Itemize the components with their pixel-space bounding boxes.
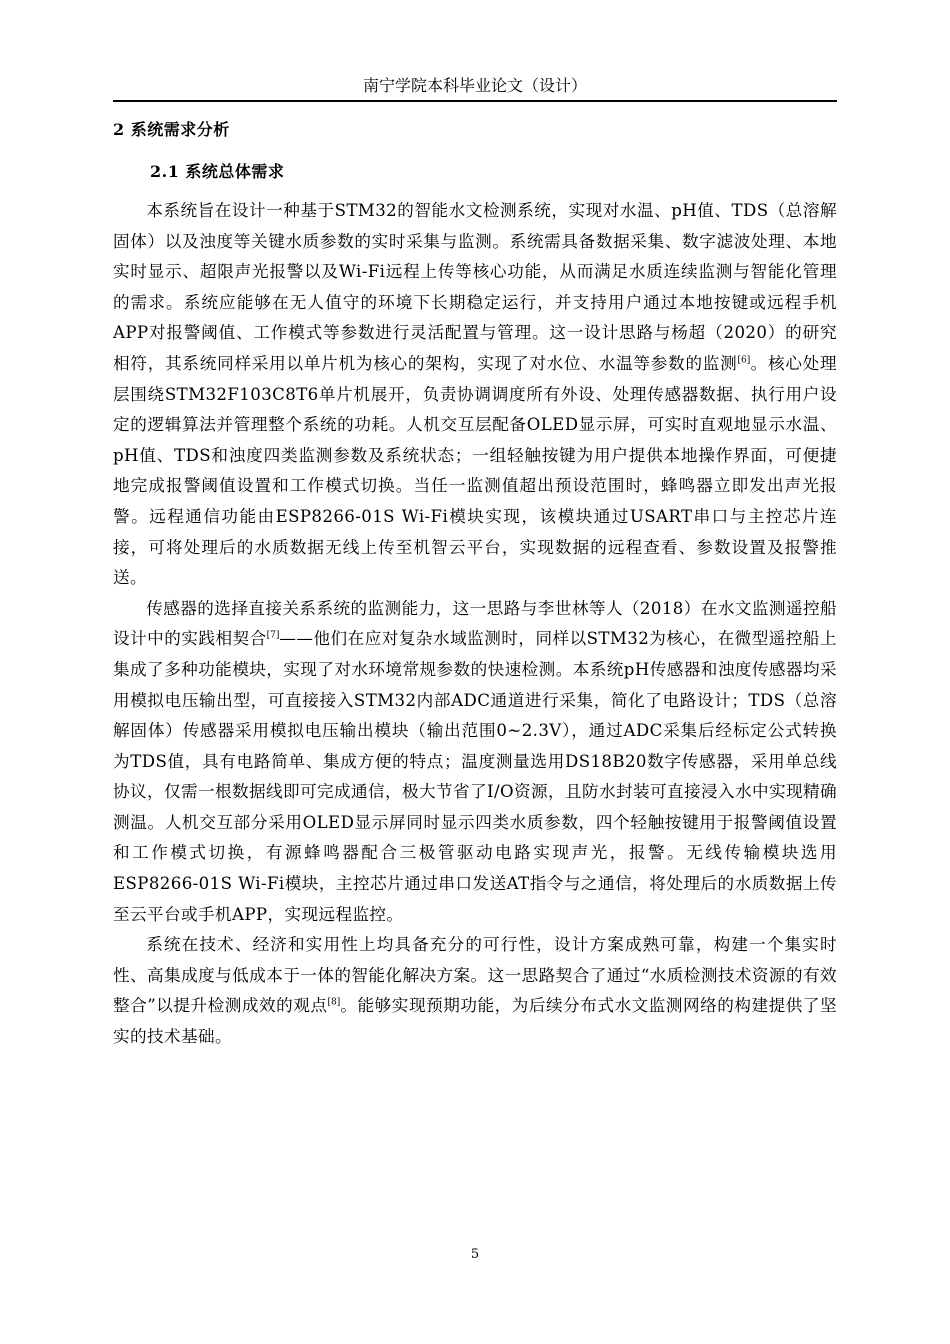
citation-reference: [6]	[737, 355, 751, 366]
paragraph-text: ——他们在应对复杂水域监测时，同样以STM32为核心，在微型遥控船上集成了多种功能模块，实现了对水环境常规参数的快速检测。本系统pH传感器和浊度传感器均采用模拟电压输出型，可直接接入STM32内部ADC通道进行采集，简化了电路设计；TDS（总溶解固体）传感器采用模拟电压输出模块（输出范围0~2.3V），通过ADC采集后经标定公式转换为TDS值，具有电路简单、集成方便的特点；温度测量选用DS18B20数字传感器，采用单总线协议，仅需一根数据线即可完成通信，极大节省了I/O资源，且防水封装可直接浸入水中实现精确测温。人机交互部分采用OLED显示屏同时显示四类水质参数，四个轻触按键用于报警阈值设置和工作模式切换，有源蜂鸣器配合三极管驱动电路实现声光，报警。无线传输模块选用ESP8266-01S Wi-Fi模块，主控芯片通过串口发送AT指令与之通信，将处理后的水质数据上传至云平台或手机APP，实现远程监控。	[113, 629, 838, 924]
paragraph-text: 。核心处理层围绕STM32F103C8T6单片机展开，负责协调调度所有外设、处理传感器数据、执行用户设定的逻辑算法并管理整个系统的功耗。人机交互层配备OLED显示屏，可实时直观地显示水温、pH值、TDS和浊度四类监测参数及系统状态；一组轻触按键为用户提供本地操作界面，可便捷地完成报警阈值设置和工作模式切换。当任一监测值超出预设范围时，蜂鸣器立即发出声光报警。远程通信功能由ESP8266-01S Wi-Fi模块实现，该模块通过USART串口与主控芯片连接，可将处理后的水质数据无线上传至机智云平台，实现数据的远程查看、参数设置及报警推送。	[113, 353, 838, 588]
citation-reference: [8]	[327, 997, 341, 1008]
page-number: 5	[470, 1247, 480, 1262]
header-divider	[113, 100, 837, 102]
page-header: 南宁学院本科毕业论文（设计）	[362, 76, 587, 95]
paragraph-text: 。能够实现预期功能，为后续分布式水文监测网络的构建提供了坚实的技术基础。	[113, 996, 837, 1047]
page-body	[113, 116, 837, 1053]
paragraph-text: 系统在技术、经济和实用性上均具备充分的可行性，设计方案成熟可靠，构建一个集实时性、高集成度与低成本于一体的智能化解决方案。这一思路契合了通过“水质检测技术资源的有效整合”以提升检测成效的观点	[113, 935, 837, 1016]
paragraph-sensor-selection	[113, 594, 837, 931]
paragraph-text: 本系统旨在设计一种基于STM32的智能水文检测系统，实现对水温、pH值、TDS（总溶解固体）以及浊度等关键水质参数的实时采集与监测。系统需具备数据采集、数字滤波处理、本地实时显示、超限声光报警以及Wi-Fi远程上传等核心功能，从而满足水质连续监测与智能化管理的需求。系统应能够在无人值守的环境下长期稳定运行，并支持用户通过本地按键或远程手机APP对报警阈值、工作模式等参数进行灵活配置与管理。这一设计思路与杨超（2020）的研究相符，其系统同样采用以单片机为核心的架构，实现了对水位、水温等参数的监测	[113, 201, 837, 373]
subsection-heading: 2.1 系统总体需求	[150, 162, 285, 181]
paragraph-overall-requirements	[113, 196, 837, 594]
paragraph-text: 传感器的选择直接关系系统的监测能力，这一思路与李世林等人（2018）在水文监测遥控船设计中的实践相契合	[113, 598, 837, 649]
citation-reference: [7]	[266, 630, 280, 641]
section-heading: 2 系统需求分析	[113, 120, 230, 139]
paragraph-feasibility	[113, 930, 837, 1052]
